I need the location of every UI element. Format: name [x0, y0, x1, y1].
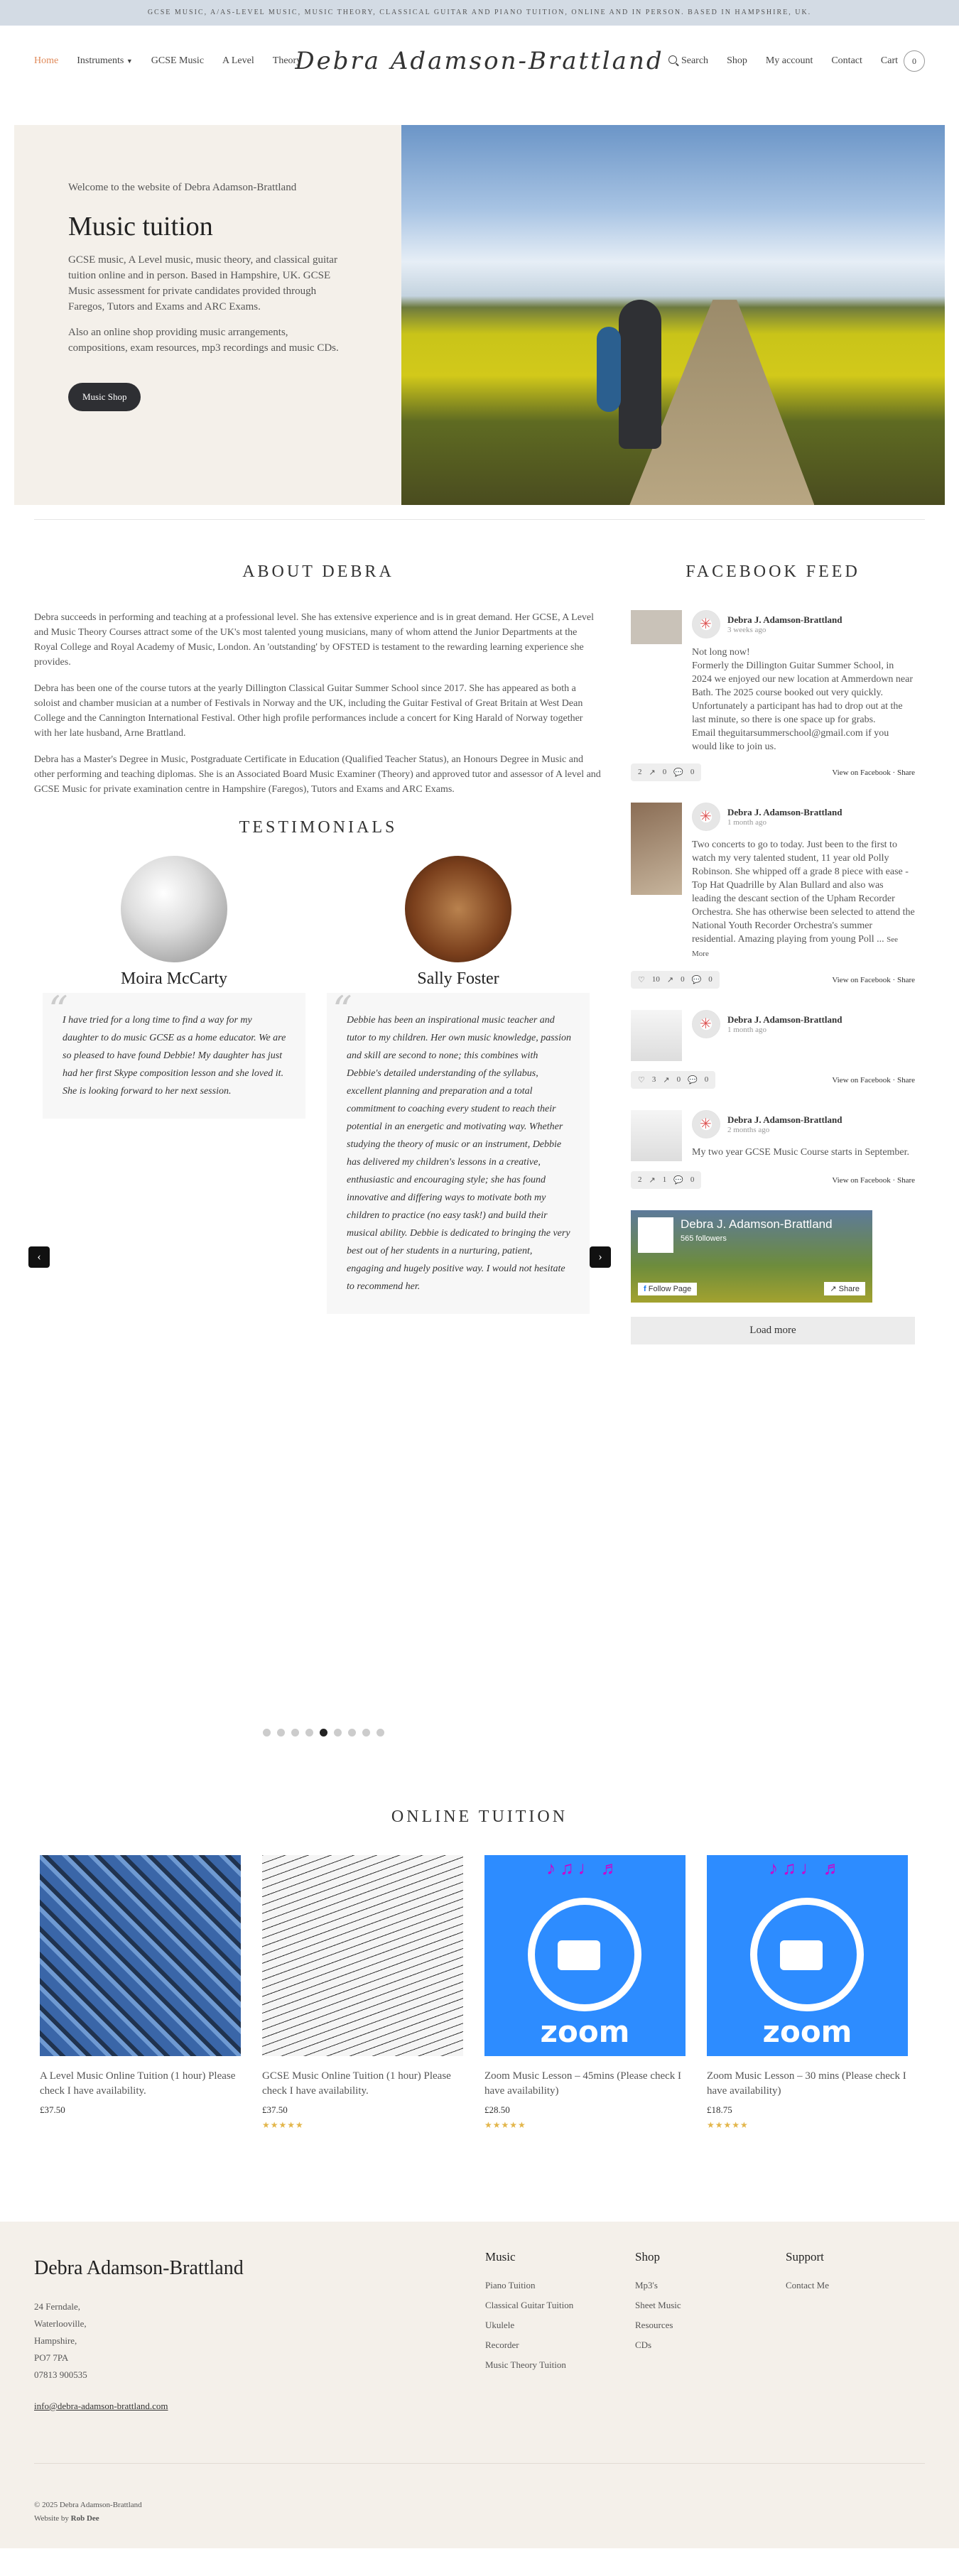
post-reactions — [631, 1171, 701, 1189]
testimonial-name: Moira McCarty — [121, 969, 227, 988]
site-logo[interactable]: Debra Adamson-Brattland — [295, 47, 664, 75]
cart-label: Cart — [880, 55, 898, 66]
load-more-button[interactable]: Load more — [631, 1317, 915, 1344]
music-shop-button[interactable]: Music Shop — [68, 383, 141, 411]
see-more-link[interactable]: See More — [692, 935, 899, 958]
carousel-dot[interactable] — [291, 1729, 299, 1737]
quote-icon: “ — [48, 988, 68, 1033]
footer-link-shop[interactable]: Resources — [635, 2320, 673, 2330]
footer-email-link[interactable]: info@debra-adamson-brattland.com — [34, 2401, 168, 2411]
page-logo-icon — [692, 610, 720, 638]
testimonial-card — [327, 856, 590, 1314]
about-section — [34, 610, 602, 797]
hero-image — [401, 125, 945, 505]
carousel-dot[interactable] — [263, 1729, 271, 1737]
testimonial-name: Sally Foster — [417, 969, 499, 988]
follow-page-button[interactable] — [638, 1283, 697, 1295]
view-on-facebook-link[interactable]: View on Facebook — [832, 975, 891, 984]
carousel-dot[interactable] — [334, 1729, 342, 1737]
carousel-dot[interactable] — [348, 1729, 356, 1737]
product-price: £37.50 — [262, 2104, 288, 2115]
about-paragraph-2: Debra has been one of the course tutors at the yearly Dillington Classical Guitar Summer School since 2017. She has appeared as both a soloist and chamber musician at a number of Festivals in Norway and the UK, including the Guitar Festival of Great Britain at West Dean College and the Cannington International Festival. Other high profile performances include a concert for King Harald of Norway together with her late husband, Arne Brattland. — [34, 683, 583, 739]
page-logo-icon — [692, 1010, 720, 1038]
share-icon: ↗ — [830, 1285, 837, 1293]
post-reactions — [631, 763, 701, 781]
page-logo-icon — [638, 1217, 673, 1253]
testimonial-quote-text: Debbie has been an inspirational music teacher and tutor to my children. Her own music knowledge, passion and skill are second to none; this combines with Debbie's detailed understanding of the syllabus, excellent planning and preparation and a total commitment to coaching every student to reach their potential in an energetic and motivating way. Whether studying the theory of music or an instrument, Debbie has delivered my children's lessons in a creative, enthusiastic and encouraging style; she has found innovative and differing ways to motivate both my children to practice (no easy task!) and build their musical ability. Debbie is dedicated to bringing the very best out of her students in a nurturing, patient, engaging and hugely positive way. I would not hesitate to recommend her. — [347, 1015, 572, 1292]
comment-icon: 💬 — [691, 976, 702, 984]
comment-count: 0 — [708, 975, 713, 984]
comment-count: 0 — [690, 1175, 695, 1184]
footer-link-shop[interactable]: Sheet Music — [635, 2300, 681, 2310]
post-author[interactable]: Debra J. Adamson-Brattland — [727, 1114, 842, 1125]
secondary-nav — [668, 50, 925, 72]
product-title[interactable]: GCSE Music Online Tuition (1 hour) Please check I have availability. — [262, 2070, 451, 2097]
share-link[interactable]: Share — [896, 768, 915, 777]
facebook-post: ✳ Debra J. Adamson-Brattland 1 month ago Two concerts to go to today. Just been to the first to watch my very talented student, 11 year old Polly Robinson. She whipped off a grade 8 piece with ease - Top Hat Quadrille by Alan Bullard and also was leading the descant section of the Upham Recorder Orchestra. She has otherwise been selected to attend the National Youth Recorder Orchestra's summer residential. Amazing playing from young Poll ... See More ♡ 10 ↗ 0 💬 0 View on Facebook · Share — [631, 803, 915, 989]
banner-share-button[interactable] — [824, 1282, 865, 1295]
address-line: Hampshire, — [34, 2335, 77, 2346]
nav-instruments-label: Instruments — [77, 55, 124, 66]
address-line: 07813 900535 — [34, 2369, 87, 2380]
post-text: My two year GCSE Music Course starts in September. — [692, 1147, 910, 1158]
product-card[interactable] — [262, 1855, 463, 2131]
carousel-prev-button[interactable]: ‹ — [28, 1246, 50, 1268]
banner-share-label: Share — [838, 1285, 860, 1293]
nav-home[interactable]: Home — [34, 55, 59, 66]
footer-link-shop[interactable]: Mp3's — [635, 2280, 658, 2290]
credit-prefix: Website by — [34, 2514, 69, 2523]
zoom-wordmark: zoom — [540, 2014, 630, 2049]
search-icon — [668, 55, 677, 64]
post-author[interactable]: Debra J. Adamson-Brattland — [727, 1014, 842, 1025]
follow-page-label: Follow Page — [648, 1285, 692, 1293]
address-line: PO7 7PA — [34, 2352, 69, 2363]
chevron-down-icon: ▼ — [126, 58, 133, 65]
product-title[interactable]: Zoom Music Lesson – 45mins (Please check I have availability) — [484, 2070, 682, 2097]
copyright-text: © 2025 Debra Adamson-Brattland — [34, 2501, 142, 2509]
share-icon: ↗ — [663, 1076, 670, 1085]
cart-link[interactable] — [881, 50, 925, 72]
carousel-next-button[interactable]: › — [590, 1246, 611, 1268]
hero-welcome: Welcome to the website of Debra Adamson-Brattland — [68, 182, 297, 193]
facebook-icon: f — [644, 1285, 646, 1293]
share-icon: ↗ — [649, 768, 656, 777]
share-icon: ↗ — [649, 1176, 656, 1185]
nav-instruments[interactable] — [77, 55, 133, 67]
testimonial-quote-text: I have tried for a long time to find a way for my daughter to do music GCSE as a home educator. We are so pleased to have found Debbie! My daughter has just had her first Skype composition lesson and she loved it. She is looking forward to her next session. — [63, 1015, 286, 1097]
hero-title: Music tuition — [68, 212, 213, 241]
hero-paragraph-2: Also an online shop providing music arrangements, compositions, exam resources, mp3 recordings and music CDs. — [68, 327, 339, 354]
search-label: Search — [681, 55, 709, 66]
heart-icon: ♡ — [638, 976, 645, 984]
product-image[interactable] — [707, 1855, 908, 2056]
post-text: Not long now! Formerly the Dillington Guitar Summer School, in 2024 we enjoyed our new location at Ammerdown near Bath. The 2025 course booked out very quickly. Unfortunately a participant has had to drop out at the last minute, so there is one space up for grabs. Email theguitarsummerschool@gmail.com if you would like to join us. — [692, 647, 914, 752]
product-grid — [0, 1855, 959, 2131]
share-count: 0 — [676, 1075, 681, 1084]
carousel-dot[interactable] — [277, 1729, 285, 1737]
address-line: Waterlooville, — [34, 2318, 87, 2329]
credit-link[interactable]: Rob Dee — [70, 2514, 99, 2523]
like-count: 0 — [662, 768, 667, 776]
footer-divider — [34, 2463, 925, 2464]
product-card[interactable] — [484, 1855, 686, 2131]
post-date: 2 months ago — [727, 1126, 770, 1134]
comment-count: 0 — [704, 1075, 709, 1084]
like-count: 1 — [662, 1175, 667, 1184]
footer-link-music[interactable]: Recorder — [485, 2339, 519, 2350]
view-on-facebook-link[interactable]: View on Facebook — [832, 1075, 891, 1085]
facebook-post: ✳ Debra J. Adamson-Brattland 1 month ago ♡ 3 ↗ 0 💬 0 View on Facebook · Share — [631, 1010, 915, 1089]
star-rating-icon: ★★★★★ — [484, 2120, 526, 2130]
nav-shop[interactable]: Shop — [727, 55, 747, 66]
address-line: 24 Ferndale, — [34, 2301, 80, 2312]
right-column — [631, 534, 915, 1765]
post-text: Two concerts to go to today. Just been to the first to watch my very talented student, 11 year old Polly Robinson. She whipped off a grade 8 piece with ease - Top Hat Quadrille by Alan Bullard and also was leading the descant section of the Upham Recorder Orchestra. She has otherwise been selected to attend the National Youth Recorder Orchestra's summer residential. Amazing playing from young Poll ... — [692, 839, 915, 945]
testimonial-avatar — [405, 856, 511, 962]
footer-link-music[interactable]: Piano Tuition — [485, 2280, 536, 2290]
nav-gcse[interactable]: GCSE Music — [151, 55, 205, 66]
search-link[interactable] — [668, 55, 708, 67]
post-thumbnail[interactable] — [631, 803, 682, 895]
testimonial-avatar — [121, 856, 227, 962]
post-date: 3 weeks ago — [727, 626, 766, 634]
testimonials-heading: TESTIMONIALS — [239, 818, 398, 837]
product-image[interactable] — [40, 1855, 241, 2056]
about-paragraph-3: Debra has a Master's Degree in Music, Postgraduate Certificate in Education (Qualified Teacher Status), an Honours Degree in Music and other performing and teaching diplomas. She is an Associated Board Music Examiner (Theory) and approved tutor and assessor of A level and GCSE Music for private examination centre in Hampshire (Faregos), Tutors and Exams and ARC Exams. — [34, 754, 601, 795]
nav-contact[interactable]: Contact — [831, 55, 862, 66]
share-count: 2 — [638, 1175, 642, 1184]
share-count: 0 — [681, 975, 685, 984]
product-price: £28.50 — [484, 2104, 510, 2115]
product-image[interactable] — [484, 1855, 686, 2056]
product-title[interactable]: Zoom Music Lesson – 30 mins (Please check I have availability) — [707, 2070, 906, 2097]
testimonial-card — [43, 856, 305, 1119]
nav-theory[interactable]: Theory — [272, 55, 302, 66]
zoom-wordmark: zoom — [762, 2014, 852, 2049]
carousel-dot[interactable] — [320, 1729, 327, 1737]
share-link[interactable]: Share — [896, 1075, 915, 1085]
about-paragraph-1: Debra succeeds in performing and teaching at a professional level. She has extensive experience and is in great demand. Her GCSE, A Level and Music Theory Courses attract some of the UK's most talented young musicians, many of whom attend the Junior Departments at the Royal College and Royal Academy of Music, London. An 'outstanding' by OFSTED is testament to the rewarding learning experience she provides. — [34, 612, 595, 668]
comment-icon: 💬 — [673, 768, 683, 777]
footer-link-support[interactable]: Contact Me — [786, 2280, 830, 2290]
banner-page-name: Debra J. Adamson-Brattland — [681, 1217, 833, 1231]
star-rating-icon: ★★★★★ — [262, 2120, 304, 2130]
hero-paragraph-1: GCSE music, A Level music, music theory, and classical guitar tuition online and in person. Based in Hampshire, UK. GCSE Music assessment for private candidates provided through Faregos, Tutors and Exams and ARC Exams. — [68, 254, 337, 313]
carousel-dots — [263, 1729, 384, 1737]
product-image[interactable] — [262, 1855, 463, 2056]
footer-support-column — [786, 2250, 829, 2300]
product-title[interactable]: A Level Music Online Tuition (1 hour) Please check I have availability. — [40, 2070, 236, 2097]
carousel-dot[interactable] — [362, 1729, 370, 1737]
footer-link-music[interactable]: Ukulele — [485, 2320, 515, 2330]
footer-shop-column — [635, 2250, 681, 2359]
hero-image-guitar-case — [597, 327, 621, 412]
share-icon: ↗ — [666, 976, 674, 984]
post-thumbnail[interactable] — [631, 1110, 682, 1161]
comment-icon: 💬 — [688, 1076, 698, 1085]
footer-music-column — [485, 2250, 573, 2379]
page-logo-icon — [692, 803, 720, 831]
post-reactions — [631, 971, 720, 989]
carousel-dot[interactable] — [305, 1729, 313, 1737]
star-rating-icon: ★★★★★ — [707, 2120, 749, 2130]
banner-followers: 565 followers — [681, 1234, 727, 1243]
facebook-page-banner[interactable] — [631, 1210, 872, 1303]
primary-nav — [34, 55, 301, 67]
post-thumbnail[interactable] — [631, 1010, 682, 1061]
section-divider — [34, 519, 925, 520]
main-content — [0, 534, 959, 1765]
hero-section — [14, 125, 945, 505]
hero-text-panel — [14, 125, 401, 505]
like-count: 3 — [651, 1075, 656, 1084]
product-price: £37.50 — [40, 2104, 65, 2115]
footer-shop-heading: Shop — [635, 2250, 660, 2263]
comment-icon: 💬 — [673, 1176, 683, 1185]
footer-link-music[interactable]: Music Theory Tuition — [485, 2359, 566, 2370]
site-footer — [0, 2222, 959, 2548]
view-on-facebook-link[interactable]: View on Facebook — [832, 1175, 891, 1185]
carousel-dot[interactable] — [376, 1729, 384, 1737]
page-logo-icon — [692, 1110, 720, 1138]
footer-support-heading: Support — [786, 2250, 824, 2263]
facebook-post: ✳ Debra J. Adamson-Brattland 3 weeks ago Not long now! Formerly the Dillington Guitar Summer School, in 2024 we enjoyed our new location at Ammerdown near Bath. The 2025 course booked out very quickly. Unfortunately a participant has had to drop out at the last minute, so there is one space up for grabs. Email theguitarsummerschool@gmail.com if you would like to join us. 2 ↗ 0 💬 0 View on Facebook · Share — [631, 610, 915, 781]
footer-address — [34, 2298, 925, 2384]
testimonial-quote — [43, 988, 305, 1119]
post-reactions — [631, 1071, 715, 1089]
footer-link-shop[interactable]: CDs — [635, 2339, 652, 2350]
share-link[interactable]: Share — [896, 1175, 915, 1185]
view-on-facebook-link[interactable]: View on Facebook — [832, 768, 891, 777]
about-heading: ABOUT DEBRA — [242, 563, 394, 581]
footer-link-music[interactable]: Classical Guitar Tuition — [485, 2300, 574, 2310]
post-date: 1 month ago — [727, 1026, 766, 1034]
quote-icon: “ — [332, 988, 352, 1033]
top-announcement-bar: GCSE MUSIC, A/AS-LEVEL MUSIC, MUSIC THEORY, CLASSICAL GUITAR AND PIANO TUITION, ONLINE AND IN PERSON. BASED IN HAMPSHIRE, UK. — [0, 0, 959, 26]
music-notes-icon: ♪♫♩♬ — [546, 1858, 624, 1879]
camera-icon — [780, 1940, 823, 1970]
hero-image-person — [619, 300, 661, 449]
share-count: 2 — [638, 768, 642, 776]
footer-copyright — [34, 2499, 142, 2526]
product-price: £18.75 — [707, 2104, 732, 2115]
facebook-post: ✳ Debra J. Adamson-Brattland 2 months ago My two year GCSE Music Course starts in September. 2 ↗ 1 💬 0 View on Facebook · Share — [631, 1110, 915, 1189]
post-author[interactable]: Debra J. Adamson-Brattland — [727, 614, 842, 625]
share-link[interactable]: Share — [896, 975, 915, 984]
music-notes-icon: ♪♫♩♬ — [769, 1858, 846, 1879]
site-header — [0, 26, 959, 97]
facebook-heading: FACEBOOK FEED — [686, 563, 860, 581]
product-card[interactable] — [40, 1855, 241, 2131]
footer-music-heading: Music — [485, 2250, 516, 2263]
nav-alevel[interactable]: A Level — [222, 55, 254, 66]
cart-count-badge: 0 — [904, 50, 925, 72]
heart-icon: ♡ — [638, 1076, 645, 1085]
nav-account[interactable]: My account — [765, 55, 813, 66]
comment-count: 0 — [690, 768, 695, 776]
left-column — [34, 534, 602, 1765]
like-count: 10 — [651, 975, 660, 984]
post-date: 1 month ago — [727, 818, 766, 827]
testimonial-quote — [327, 988, 590, 1314]
camera-icon — [558, 1940, 600, 1970]
post-thumbnail[interactable] — [631, 610, 682, 644]
product-card[interactable] — [707, 1855, 908, 2131]
footer-name: Debra Adamson-Brattland — [34, 2257, 244, 2279]
online-tuition-heading: ONLINE TUITION — [391, 1808, 568, 1826]
post-author[interactable]: Debra J. Adamson-Brattland — [727, 807, 842, 817]
testimonials-carousel — [34, 856, 602, 1765]
